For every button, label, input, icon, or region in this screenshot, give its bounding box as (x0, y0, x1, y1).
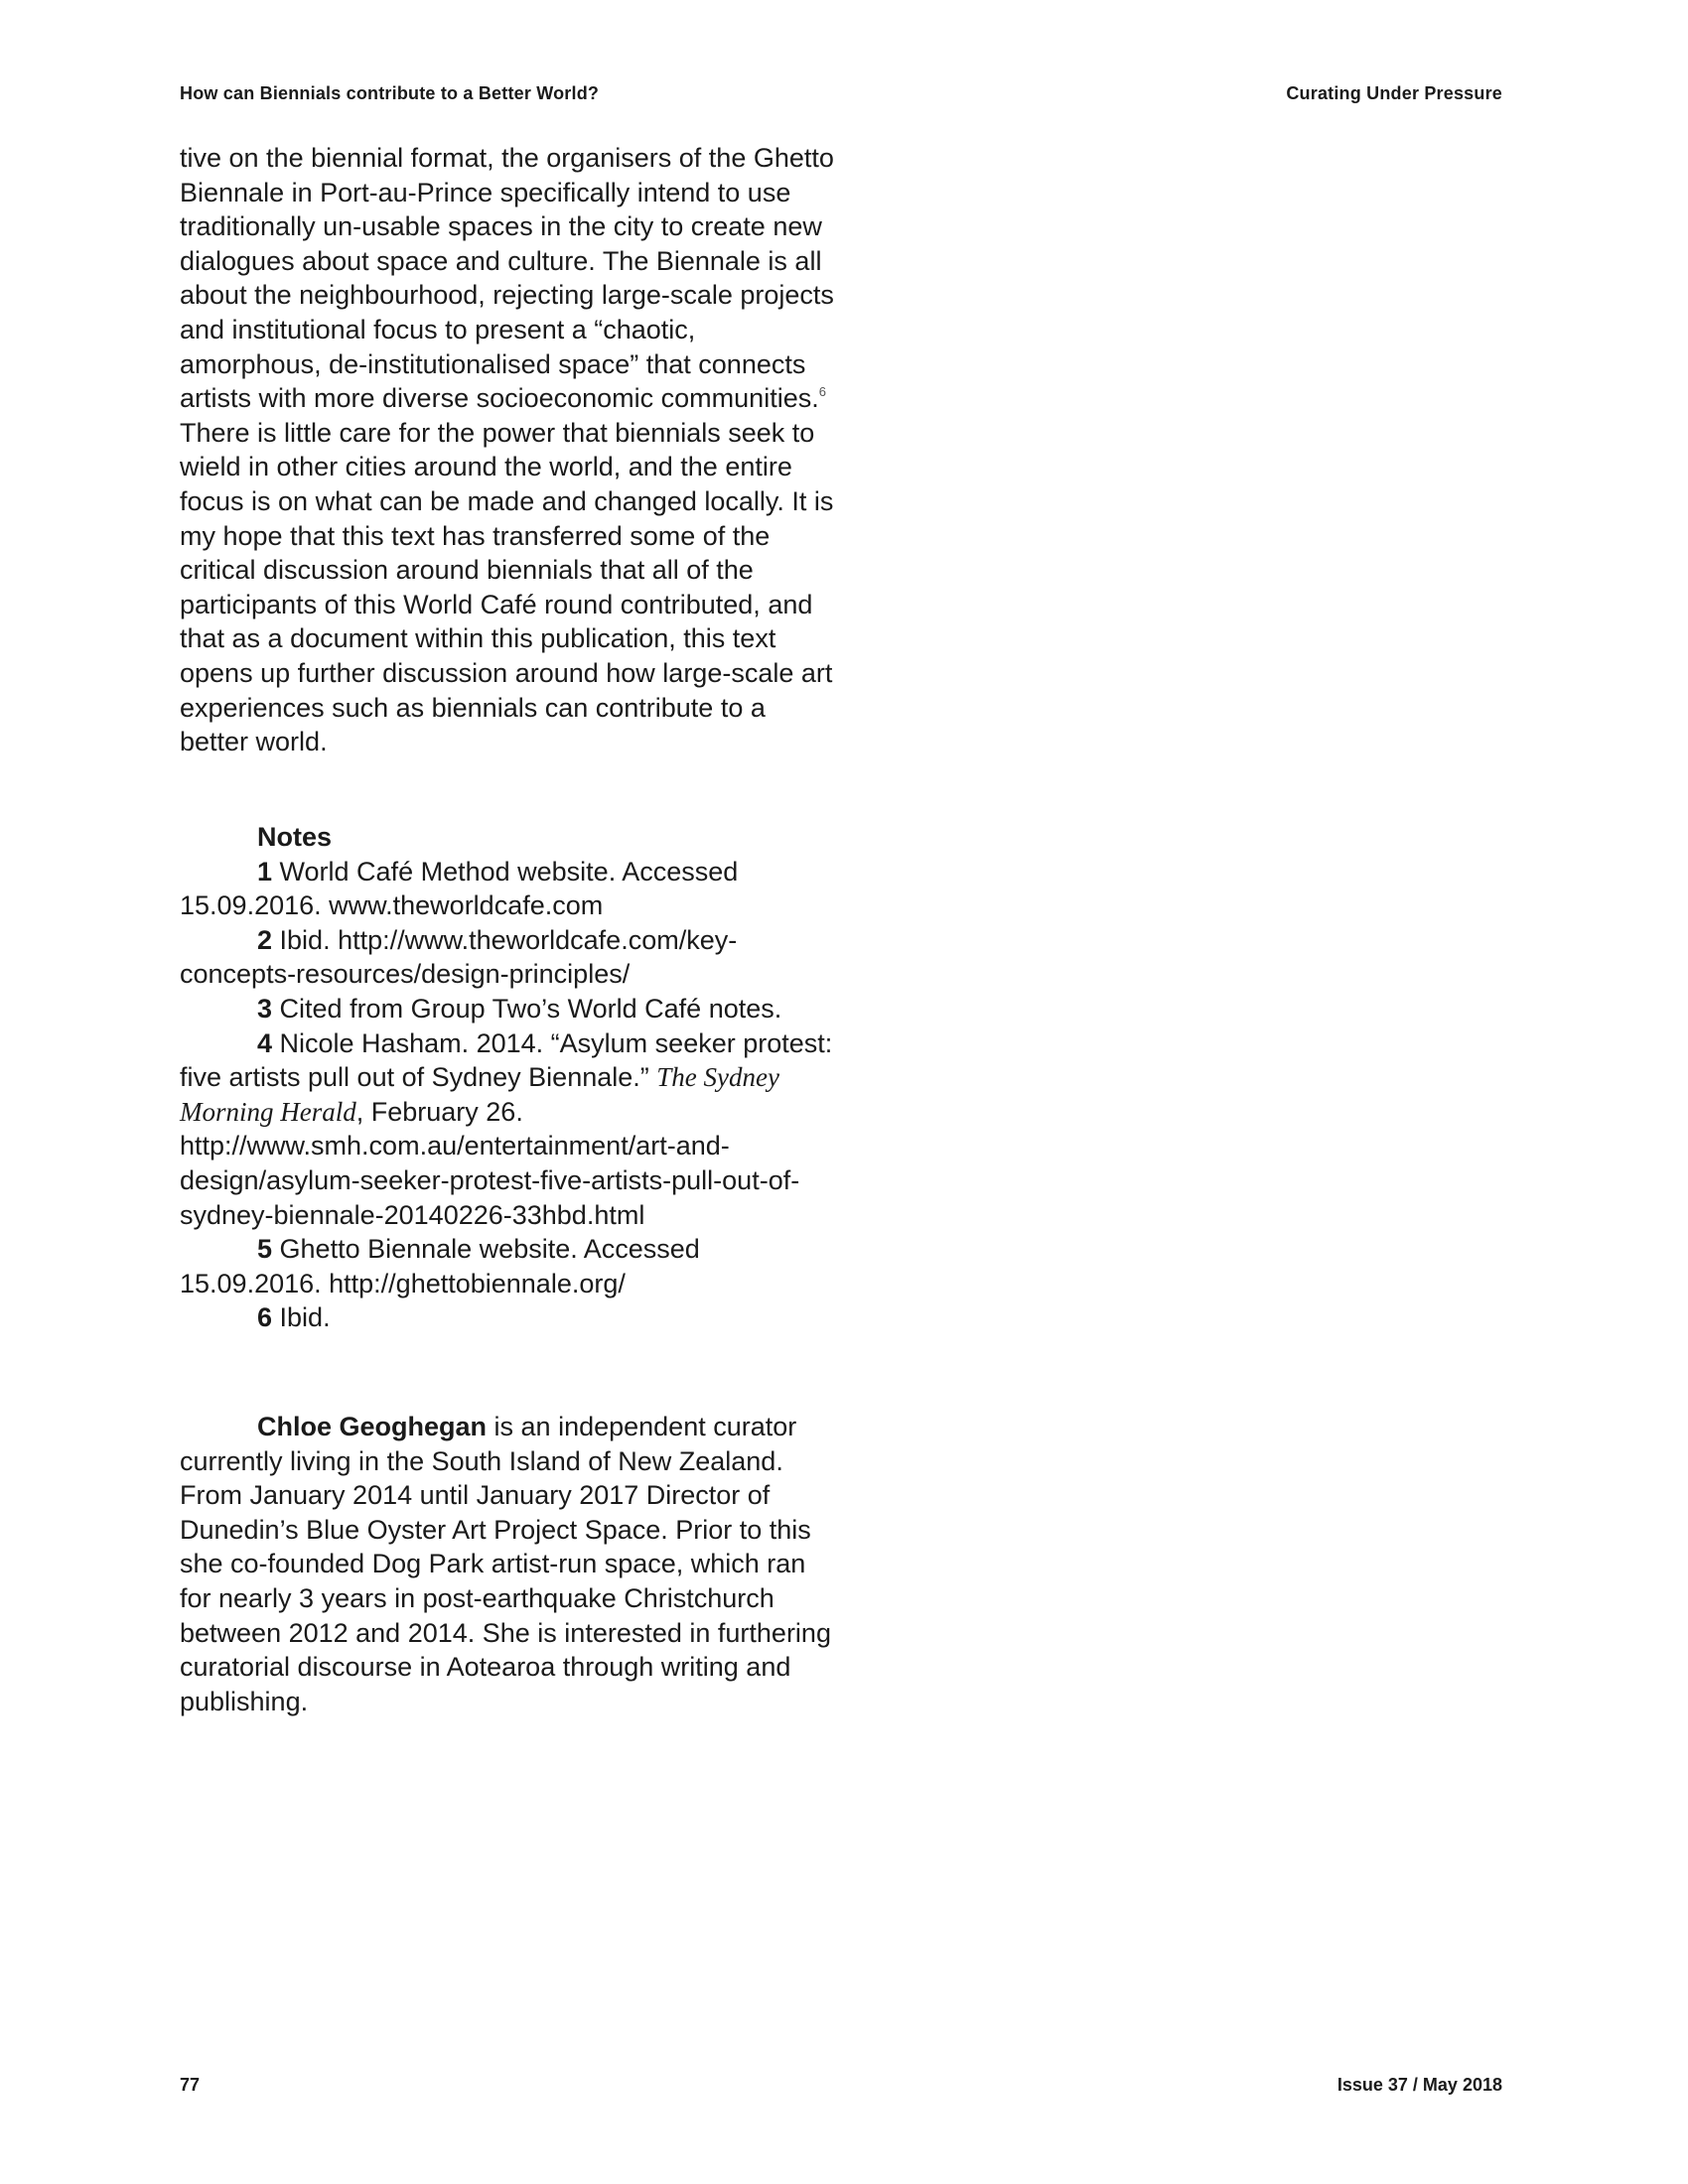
note-number: 4 (257, 1027, 273, 1058)
note-item (180, 923, 835, 992)
author-bio (180, 1410, 835, 1718)
running-head-publication: Curating Under Pressure (1286, 83, 1502, 103)
note-text-continued: , February 26. http://www.smh.com.au/entertainment/art-and-design/asylum-seeker-protest-five-artists-pull-out-of-sydney-biennale-20140226-33hbd.html (180, 1096, 800, 1230)
note-text: Nicole Hasham. 2014. “Asylum seeker protest: five artists pull out of Sydney Biennale.” (180, 1027, 833, 1093)
body-text-part2: There is little care for the power that biennials seek to wield in other cities around the world, and the entire focus is on what can be made and changed locally. It is my hope that this text has transferred some of the critical discussion around biennials that all of the participants of this World Café round contributed, and that as a document within this publication, this text opens up further discussion around how large-scale art experiences such as biennials can contribute to a better world. (180, 417, 834, 757)
notes-heading: Notes (257, 822, 333, 852)
notes-section (180, 820, 835, 1335)
note-text: World Café Method website. Accessed 15.09.2016. www.theworldcafe.com (180, 856, 739, 921)
note-text: Ghetto Biennale website. Accessed 15.09.2016. http://ghettobiennale.org/ (180, 1234, 700, 1298)
page-number: 77 (180, 2075, 201, 2095)
note-text: Ibid. (272, 1302, 331, 1333)
body-text-part1: tive on the biennial format, the organisers of the Ghetto Biennale in Port-au-Prince specifically intend to use traditionally un-usable spaces in the city to create new dialogues about space and culture. The Biennale is all about the neighbourhood, rejecting large-scale projects and institutional focus to present a “chaotic, amorphous, de-institutionalised space” that connects artists with more diverse socioeconomic communities. (180, 143, 834, 414)
note-number: 2 (257, 924, 273, 955)
note-item (180, 1026, 835, 1233)
issue-label: Issue 37 / May 2018 (1336, 2075, 1502, 2095)
note-item (180, 1232, 835, 1300)
bio-paragraph (180, 1410, 835, 1718)
note-item (180, 1300, 835, 1335)
note-item (180, 855, 835, 923)
body-text (180, 141, 835, 759)
note-journal-title: The Sydney Morning Herald (180, 1062, 779, 1127)
note-item (180, 992, 835, 1026)
footnote-reference[interactable]: 6 (818, 384, 826, 400)
note-number: 3 (257, 993, 273, 1024)
body-paragraph (180, 141, 835, 759)
note-text: Ibid. http://www.theworldcafe.com/key-concepts-resources/design-principles/ (180, 924, 738, 990)
note-number: 6 (257, 1302, 273, 1333)
note-number: 5 (257, 1234, 273, 1265)
author-name: Chloe Geoghegan (257, 1412, 488, 1441)
note-text: Cited from Group Two’s World Café notes. (272, 993, 782, 1024)
note-number: 1 (257, 856, 273, 887)
bio-text: is an independent curator currently living in the South Island of New Zealand. From January 2014 until January 2017 Director of Dunedin’s Blue Oyster Art Project Space. Prior to this she co-founded Dog Park artist-run space, which ran for nearly 3 years in post-earthquake Christchurch between 2012 and 2014. She is interested in furthering curatorial discourse in Aotearoa through writing and publishing. (180, 1412, 831, 1716)
running-head-title: How can Biennials contribute to a Better World? (180, 83, 600, 103)
